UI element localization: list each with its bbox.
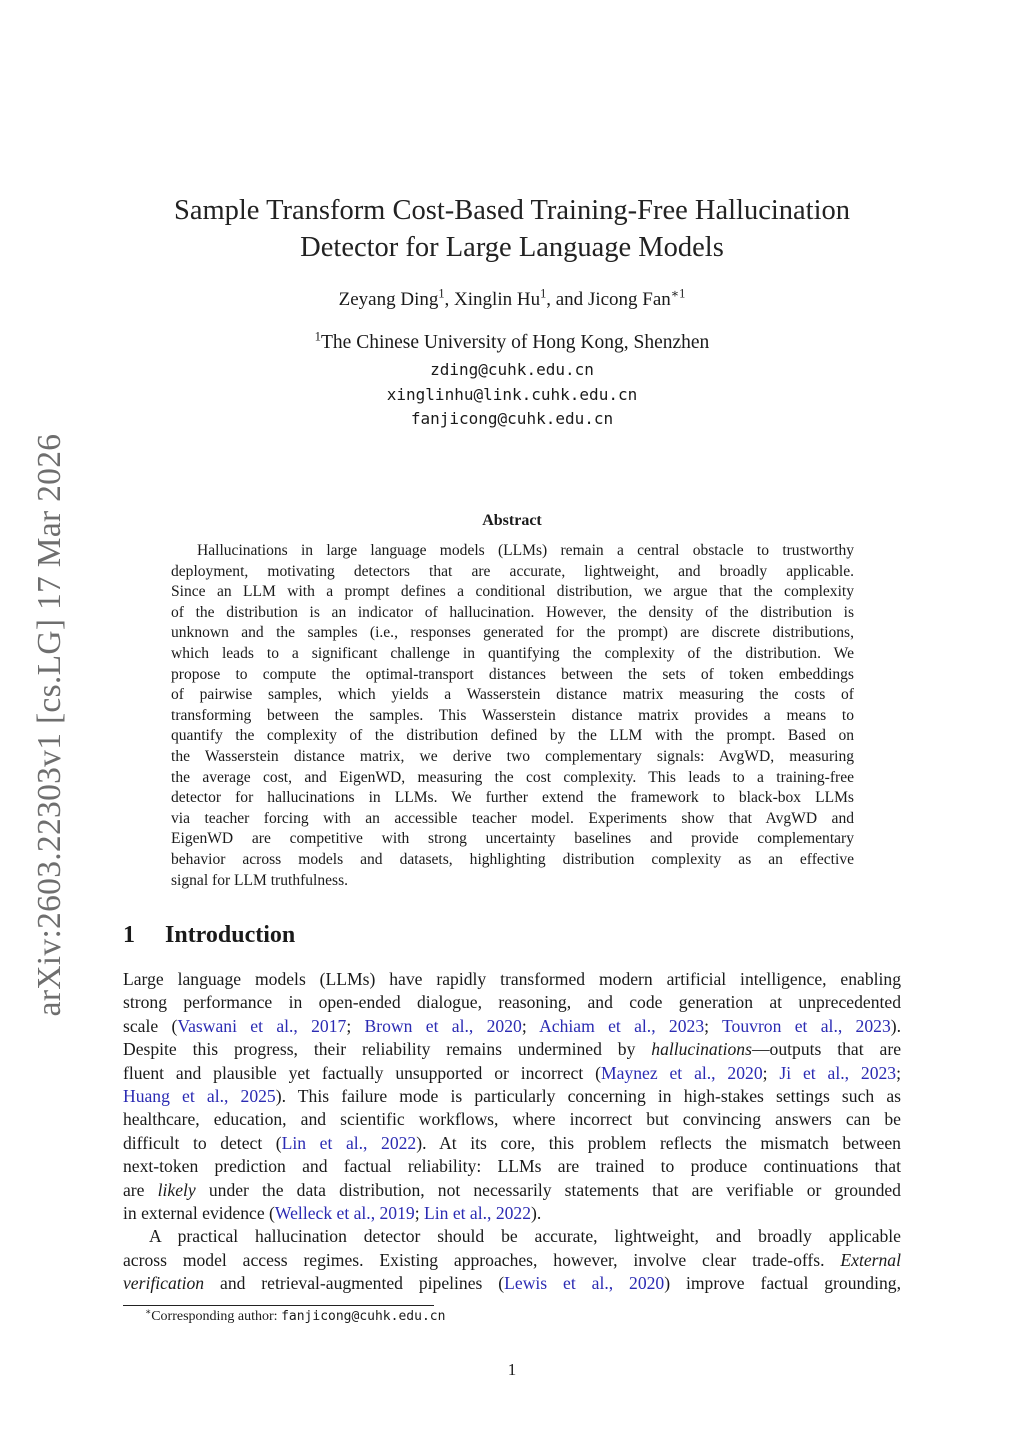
body-line: across model access regimes. Existing approaches, however, involve clear trade-offs. External bbox=[123, 1249, 901, 1270]
footnote-email[interactable]: fanjicong@cuhk.edu.cn bbox=[281, 1309, 446, 1324]
citation-link[interactable]: Achiam et al., 2023 bbox=[539, 1015, 705, 1036]
author-name: Xinglin Hu bbox=[454, 289, 541, 310]
citation-link[interactable]: Welleck et al., 2019 bbox=[274, 1203, 415, 1224]
abstract-line: unknown and the samples (i.e., responses generated for the prompt) are discrete distributions, bbox=[171, 624, 854, 642]
affiliation bbox=[0, 329, 1024, 354]
body-line: next-token prediction and factual reliability: LLMs are trained to produce continuations that bbox=[123, 1156, 901, 1177]
abstract-line: signal for LLM truthfulness. bbox=[171, 871, 349, 889]
section-number: 1 bbox=[123, 922, 135, 948]
body-line: Large language models (LLMs) have rapidly transformed modern artificial intelligence, enabling bbox=[123, 969, 901, 989]
abstract-body bbox=[171, 541, 854, 891]
abstract-line: deployment, motivating detectors that are accurate, lightweight, and broadly applicable. bbox=[171, 562, 854, 580]
affiliation-marker: 1 bbox=[540, 286, 547, 301]
author-name: Jicong Fan bbox=[587, 289, 671, 310]
abstract-line: detector for hallucinations in LLMs. We further extend the framework to black-box LLMs bbox=[171, 789, 854, 807]
title-line: Sample Transform Cost-Based Training-Free Hallucination bbox=[173, 195, 851, 226]
abstract-line: the average cost, and EigenWD, measuring the cost complexity. This leads to a training-free bbox=[171, 768, 854, 786]
section-heading bbox=[123, 922, 295, 949]
body-line: verification and retrieval-augmented pipelines (Lewis et al., 2020) improve factual grounding, bbox=[123, 1273, 901, 1294]
email-list bbox=[0, 358, 1024, 432]
body-line: A practical hallucination detector should be accurate, lightweight, and broadly applicable bbox=[149, 1226, 901, 1247]
abstract-line: which leads to a significant challenge in quantifying the complexity of the distribution. We bbox=[171, 644, 854, 662]
body-line: Huang et al., 2025). This failure mode is particularly concerning in high-stakes settings such as bbox=[123, 1086, 901, 1107]
emphasis: likely bbox=[157, 1179, 196, 1200]
abstract-line: transforming between the samples. This Wasserstein distance matrix provides a means to bbox=[171, 706, 854, 724]
footnote-marker: ∗ bbox=[145, 1306, 152, 1317]
abstract-heading: Abstract bbox=[482, 512, 542, 529]
abstract-line: of pairwise samples, which yields a Wasserstein distance matrix measuring the costs of bbox=[171, 686, 854, 704]
abstract-line: behavior across models and datasets, highlighting distribution complexity as an effective bbox=[171, 850, 854, 868]
body-line: scale (Vaswani et al., 2017; Brown et al., 2020; Achiam et al., 2023; Touvron et al., 2023). bbox=[123, 1015, 902, 1036]
body-line: strong performance in open-ended dialogue, reasoning, and code generation at unprecedented bbox=[123, 992, 901, 1013]
body-line: are likely under the data distribution, not necessarily statements that are verifiable or grounded bbox=[123, 1179, 901, 1200]
author-name: Zeyang Ding bbox=[338, 289, 439, 310]
citation-link[interactable]: Ji et al., 2023 bbox=[779, 1062, 897, 1083]
abstract-line: Hallucinations in large language models (LLMs) remain a central obstacle to trustworthy bbox=[197, 542, 854, 559]
abstract-line: propose to compute the optimal-transport distances between the sets of token embeddings bbox=[171, 665, 854, 683]
footnote-rule bbox=[123, 1305, 434, 1306]
intro-body bbox=[123, 968, 901, 1296]
email-address[interactable]: fanjicong@cuhk.edu.cn bbox=[410, 409, 614, 428]
paper-title bbox=[0, 192, 1024, 266]
affiliation-marker: ∗1 bbox=[670, 286, 686, 301]
body-line: in external evidence (Welleck et al., 2019; Lin et al., 2022). bbox=[123, 1203, 542, 1224]
abstract-line: EigenWD are competitive with strong uncertainty baselines and provide complementary bbox=[171, 830, 854, 848]
email-address[interactable]: xinglinhu@link.cuhk.edu.cn bbox=[386, 384, 638, 404]
footnote-text: Corresponding author: bbox=[151, 1309, 282, 1324]
arxiv-identifier: arXiv:2603.22303v1 [cs.LG] 17 Mar 2026 bbox=[31, 433, 68, 1017]
abstract-line: via teacher forcing with an accessible teacher model. Experiments show that AvgWD and bbox=[171, 809, 854, 827]
section-title: Introduction bbox=[165, 922, 296, 948]
body-line: difficult to detect (Lin et al., 2022). At its core, this problem reflects the mismatch between bbox=[123, 1132, 901, 1153]
email-address[interactable]: zding@cuhk.edu.cn bbox=[430, 360, 594, 379]
title-line: Detector for Large Language Models bbox=[300, 232, 724, 263]
emphasis: verification bbox=[123, 1273, 205, 1294]
citation-link[interactable]: Huang et al., 2025 bbox=[123, 1086, 276, 1107]
body-line: fluent and plausible yet factually unsupported or incorrect (Maynez et al., 2020; Ji et al., 2023; bbox=[123, 1062, 901, 1083]
citation-link[interactable]: Vaswani et al., 2017 bbox=[177, 1015, 347, 1036]
abstract-line: the Wasserstein distance matrix, we derive two complementary signals: AvgWD, measuring bbox=[171, 747, 854, 765]
citation-link[interactable]: Touvron et al., 2023 bbox=[722, 1015, 891, 1036]
abstract-line: Since an LLM with a prompt defines a conditional distribution, we argue that the complexity bbox=[171, 583, 854, 601]
body-line: healthcare, education, and scientific workflows, where incorrect but convincing answers can be bbox=[123, 1109, 901, 1130]
affiliation-marker: 1 bbox=[314, 329, 321, 344]
emphasis: hallucinations bbox=[651, 1039, 752, 1060]
affiliation-name: The Chinese University of Hong Kong, Shenzhen bbox=[321, 332, 710, 353]
affiliation-marker: 1 bbox=[438, 286, 445, 301]
citation-link[interactable]: Maynez et al., 2020 bbox=[600, 1062, 763, 1083]
citation-link[interactable]: Lin et al., 2022 bbox=[281, 1132, 417, 1153]
citation-link[interactable]: Brown et al., 2020 bbox=[364, 1015, 522, 1036]
abstract-line: quantify the complexity of the distribution defined by the LLM with the prompt. Based on bbox=[171, 727, 854, 745]
body-line: Despite this progress, their reliability remains undermined by hallucinations—outputs that are bbox=[123, 1039, 901, 1060]
emphasis: External bbox=[840, 1249, 901, 1270]
page-number: 1 bbox=[507, 1360, 517, 1379]
footnote bbox=[145, 1306, 446, 1325]
citation-link[interactable]: Lin et al., 2022 bbox=[424, 1203, 532, 1224]
abstract-line: of the distribution is an indicator of hallucination. However, the density of the distribution is bbox=[171, 603, 854, 621]
author-list: Zeyang Ding$^1$, Xinglin Hu$^1$, and Jicong Fan$^{∗1}$ bbox=[338, 286, 686, 310]
citation-link[interactable]: Lewis et al., 2020 bbox=[504, 1273, 665, 1294]
